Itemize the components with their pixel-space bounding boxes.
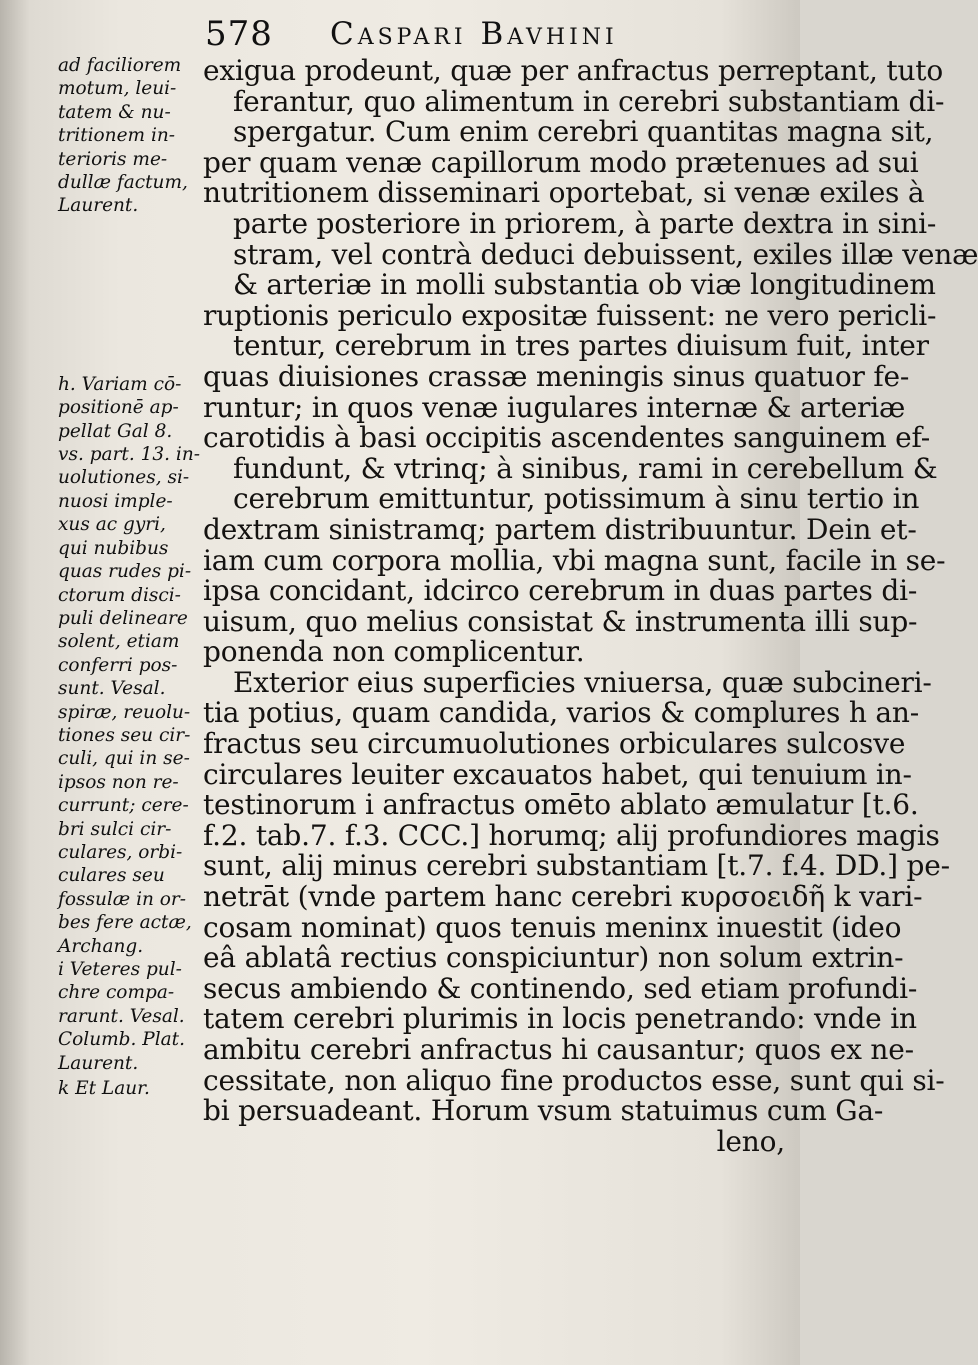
text-line: dextram sinistramq; partem distribuuntur. Dein et- bbox=[203, 512, 917, 546]
text-line: parte posteriore in priorem, à parte dextra in sini- bbox=[233, 206, 937, 240]
text-line: iam cum corpora mollia, vbi magna sunt, facile in se- bbox=[203, 543, 946, 577]
body-text bbox=[203, 54, 978, 1158]
text-line: fundunt, & vtrinq; à sinibus, rami in cerebellum & bbox=[233, 451, 938, 485]
page-number: 578 bbox=[205, 14, 273, 54]
text-line: testinorum i anfractus omēto ablato æmulatur [t.6. bbox=[203, 788, 919, 822]
text-line: circulares leuiter excauatos habet, qui tenuium in- bbox=[203, 757, 912, 791]
text-line: cessitate, non aliquo fine productos esse, sunt qui si- bbox=[203, 1063, 945, 1097]
running-head: Caspari Bavhini bbox=[330, 16, 618, 52]
text-line: eâ ablatâ rectius conspiciuntur) non solum extrin- bbox=[203, 941, 904, 975]
margin-note-h: h. Variam cō- positionē ap- pellat Gal 8. vs. part. 13. in- uolutiones, si- nuosi imple- xus ac gyri, qui nubibus quas rudes pi- ctorum disci- puli delineare solent, etiam conferri pos- sunt. Vesal. spiræ, reuolu- tiones seu cir- culi, qui in se- ipsos non re- currunt; cere- bri sulci cir- culares, orbi- culares seu fossulæ in or- bes fere actæ, Archang. bbox=[58, 373, 201, 957]
text-line: stram, vel contrà deduci debuissent, exiles illæ venæ bbox=[233, 237, 978, 271]
text-line: ponenda non complicentur. bbox=[203, 635, 585, 669]
text-line: ipsa concidant, idcirco cerebrum in duas partes di- bbox=[203, 574, 918, 608]
text-line: f.2. tab.7. f.3. CCC.] horumq; alij profundiores magis bbox=[203, 818, 940, 852]
text-line: netrāt (vnde partem hanc cerebri κυρσοειδῆ k vari- bbox=[203, 880, 923, 914]
text-line: exigua prodeunt, quæ per anfractus perreptant, tuto bbox=[203, 54, 943, 87]
margin-notes bbox=[58, 54, 208, 1100]
text-line: quas diuisiones crassæ meningis sinus quatuor fe- bbox=[203, 359, 910, 393]
text-line: nutritionem disseminari oportebat, si venæ exiles à bbox=[203, 176, 925, 210]
text-line: per quam venæ capillorum modo prætenues ad sui bbox=[203, 145, 919, 179]
text-line: tia potius, quam candida, varios & complures h an- bbox=[203, 696, 919, 730]
text-line: bi persuadeant. Horum vsum statuimus cum Ga- bbox=[203, 1094, 884, 1128]
text-line: & arteriæ in molli substantia ob viæ longitudinem bbox=[233, 268, 936, 302]
text-line: spergatur. Cum enim cerebri quantitas magna sit, bbox=[233, 115, 934, 149]
text-line: secus ambiendo & continendo, sed etiam profundi- bbox=[203, 971, 918, 1005]
text-line: cerebrum emittuntur, potissimum à sinu tertio in bbox=[233, 482, 920, 516]
text-line: tatem cerebri plurimis in locis penetrando: vnde in bbox=[203, 1002, 917, 1036]
text-line: tentur, cerebrum in tres partes diuisum fuit, inter bbox=[233, 329, 929, 363]
margin-note-a: ad faciliorem motum, leui- tatem & nu- tritionem in- terioris me- dullæ factum, Laurent. bbox=[58, 55, 188, 217]
text-line: Exterior eius superficies vniuersa, quæ subcineri- bbox=[233, 665, 932, 699]
text-line: uisum, quo melius consistat & instrumenta illi sup- bbox=[203, 604, 918, 638]
text-line: ambitu cerebri anfractus hi causantur; quos ex ne- bbox=[203, 1033, 914, 1066]
text-line: carotidis à basi occipitis ascendentes sanguinem ef- bbox=[203, 421, 930, 455]
text-line: ferantur, quo alimentum in cerebri substantiam di- bbox=[233, 84, 945, 118]
text-line: ruptionis periculo expositæ fuissent: ne vero pericli- bbox=[203, 298, 937, 332]
margin-note-k: k Et Laur. bbox=[58, 1078, 150, 1100]
text-line: runtur; in quos venæ iugulares internæ & arteriæ bbox=[203, 390, 906, 424]
text-line: sunt, alij minus cerebri substantiam [t.7. f.4. DD.] pe- bbox=[203, 849, 950, 883]
catchword: leno, bbox=[716, 1124, 785, 1158]
text-line: cosam nominat) quos tenuis meninx inuestit (ideo bbox=[203, 910, 902, 944]
text-line: fractus seu circumuolutiones orbiculares sulcosve bbox=[203, 727, 906, 761]
margin-note-i: i Veteres pul- chre compa- rarunt. Vesal. Columb. Plat. Laurent. bbox=[58, 959, 185, 1074]
